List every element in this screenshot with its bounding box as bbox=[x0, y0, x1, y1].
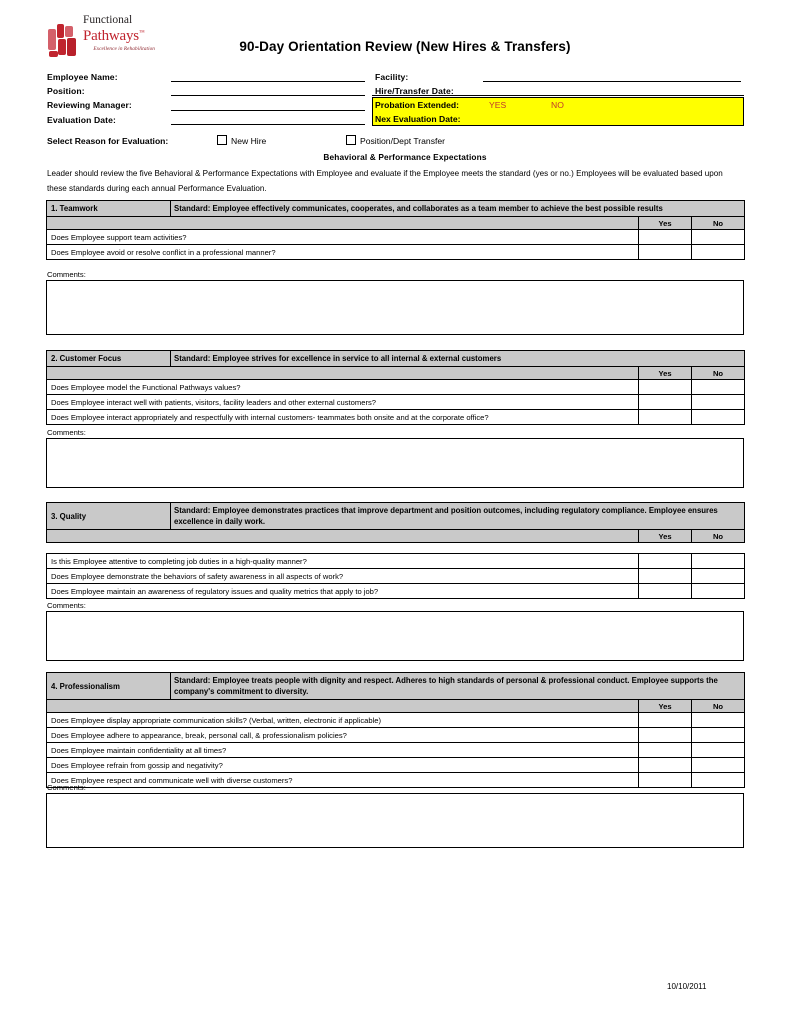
answer-no-cell[interactable] bbox=[692, 245, 745, 260]
comments-label-customer-focus: Comments: bbox=[47, 428, 86, 437]
section-professionalism bbox=[46, 672, 744, 788]
table-row bbox=[47, 367, 745, 380]
answer-yes-cell[interactable] bbox=[639, 584, 692, 599]
comments-box-customer-focus[interactable] bbox=[46, 438, 744, 488]
logo-line-pathways: Pathways™ bbox=[83, 28, 145, 44]
blank-header-cell bbox=[47, 367, 639, 380]
blank-header-cell bbox=[47, 530, 639, 543]
question-text: Does Employee adhere to appearance, break, personal call, & professionalism policies? bbox=[47, 728, 639, 743]
section-name: 4. Professionalism bbox=[47, 673, 171, 700]
question-text: Does Employee maintain confidentiality at all times? bbox=[47, 743, 639, 758]
logo-tagline: Excellence in Rehabilitation bbox=[93, 46, 155, 52]
section-standard: Standard: Employee effectively communicates, cooperates, and collaborates as a team member to achieve the best possible results bbox=[171, 201, 745, 217]
question-text: Does Employee interact appropriately and respectfully with internal customers- teammates both onsite and at the corporate office? bbox=[47, 410, 639, 425]
table-row bbox=[47, 713, 745, 728]
column-header-yes: Yes bbox=[639, 700, 692, 713]
column-header-no: No bbox=[692, 530, 745, 543]
section-teamwork bbox=[46, 200, 744, 260]
table-row bbox=[47, 503, 745, 530]
hire-transfer-date-field[interactable] bbox=[372, 95, 744, 96]
facility-field[interactable] bbox=[483, 81, 741, 82]
answer-no-cell[interactable] bbox=[692, 230, 745, 245]
question-text: Does Employee maintain an awareness of regulatory issues and quality metrics that apply to job? bbox=[47, 584, 639, 599]
comments-box-teamwork[interactable] bbox=[46, 280, 744, 335]
probation-no-option[interactable]: NO bbox=[551, 100, 564, 110]
table-row bbox=[47, 530, 745, 543]
instructions-paragraph: Leader should review the five Behavioral & Performance Expectations with Employee and evaluate if the Employee meets the standard (yes or no.) Employees will be evaluated based upon these standards during each annual Performance Evaluation. bbox=[47, 169, 723, 193]
table-row bbox=[47, 743, 745, 758]
answer-no-cell[interactable] bbox=[692, 743, 745, 758]
answer-yes-cell[interactable] bbox=[639, 410, 692, 425]
table-row bbox=[47, 201, 745, 217]
employee-name-label: Employee Name: bbox=[47, 72, 118, 82]
table-row bbox=[47, 395, 745, 410]
answer-yes-cell[interactable] bbox=[639, 554, 692, 569]
section-quality-questions-table bbox=[46, 553, 745, 599]
section-customer-focus-table bbox=[46, 350, 745, 425]
column-header-yes: Yes bbox=[639, 367, 692, 380]
answer-no-cell[interactable] bbox=[692, 554, 745, 569]
reviewing-manager-field[interactable] bbox=[171, 110, 365, 111]
logo-trademark: ™ bbox=[138, 30, 145, 36]
question-text: Does Employee respect and communicate well with diverse customers? bbox=[47, 773, 639, 788]
section-customer-focus bbox=[46, 350, 744, 425]
facility-label: Facility: bbox=[375, 72, 409, 82]
answer-no-cell[interactable] bbox=[692, 728, 745, 743]
answer-yes-cell[interactable] bbox=[639, 713, 692, 728]
answer-no-cell[interactable] bbox=[692, 773, 745, 788]
table-row bbox=[47, 351, 745, 367]
section-name: 3. Quality bbox=[47, 503, 171, 530]
hire-transfer-date-label: Hire/Transfer Date: bbox=[375, 86, 454, 96]
table-row bbox=[47, 758, 745, 773]
answer-yes-cell[interactable] bbox=[639, 743, 692, 758]
table-row bbox=[47, 569, 745, 584]
column-header-no: No bbox=[692, 367, 745, 380]
checkbox-new-hire-label: New Hire bbox=[231, 136, 267, 146]
question-text: Does Employee refrain from gossip and negativity? bbox=[47, 758, 639, 773]
table-row bbox=[47, 773, 745, 788]
position-field[interactable] bbox=[171, 95, 365, 96]
table-row bbox=[47, 673, 745, 700]
blank-header-cell bbox=[47, 217, 639, 230]
table-row bbox=[47, 554, 745, 569]
answer-yes-cell[interactable] bbox=[639, 758, 692, 773]
answer-yes-cell[interactable] bbox=[639, 230, 692, 245]
answer-yes-cell[interactable] bbox=[639, 380, 692, 395]
select-reason-label: Select Reason for Evaluation: bbox=[47, 136, 169, 146]
section-professionalism-table bbox=[46, 672, 745, 788]
table-row bbox=[47, 230, 745, 245]
table-row bbox=[47, 217, 745, 230]
section-name: 2. Customer Focus bbox=[47, 351, 171, 367]
question-text: Does Employee display appropriate communication skills? (Verbal, written, electronic if applicable) bbox=[47, 713, 639, 728]
company-logo bbox=[47, 14, 155, 64]
evaluation-date-label: Evaluation Date: bbox=[47, 115, 116, 125]
question-text: Is this Employee attentive to completing job duties in a high-quality manner? bbox=[47, 554, 639, 569]
table-row bbox=[47, 410, 745, 425]
section-teamwork-table bbox=[46, 200, 745, 260]
position-label: Position: bbox=[47, 86, 85, 96]
question-text: Does Employee support team activities? bbox=[47, 230, 639, 245]
question-text: Does Employee interact well with patients, visitors, facility leaders and other external customers? bbox=[47, 395, 639, 410]
column-header-yes: Yes bbox=[639, 217, 692, 230]
section-standard: Standard: Employee demonstrates practices that improve department and position outcomes, including regulatory compliance. Employee ensures excellence in daily work. bbox=[171, 503, 745, 530]
answer-yes-cell[interactable] bbox=[639, 245, 692, 260]
answer-yes-cell[interactable] bbox=[639, 395, 692, 410]
column-header-yes: Yes bbox=[639, 530, 692, 543]
table-row bbox=[47, 728, 745, 743]
comments-label-quality: Comments: bbox=[47, 601, 86, 610]
section-standard: Standard: Employee strives for excellence in service to all internal & external customers bbox=[171, 351, 745, 367]
logo-mark-icon bbox=[47, 22, 81, 58]
answer-no-cell[interactable] bbox=[692, 380, 745, 395]
answer-no-cell[interactable] bbox=[692, 758, 745, 773]
probation-yes-option[interactable]: YES bbox=[489, 100, 507, 110]
section-name: 1. Teamwork bbox=[47, 201, 171, 217]
column-header-no: No bbox=[692, 217, 745, 230]
answer-no-cell[interactable] bbox=[692, 584, 745, 599]
question-text: Does Employee model the Functional Pathways values? bbox=[47, 380, 639, 395]
table-row bbox=[47, 700, 745, 713]
logo-wordmark bbox=[83, 14, 155, 53]
next-evaluation-date-label: Nex Evaluation Date: bbox=[375, 114, 461, 124]
question-text: Does Employee avoid or resolve conflict in a professional manner? bbox=[47, 245, 639, 260]
checkbox-position-dept-transfer-label: Position/Dept Transfer bbox=[360, 136, 446, 146]
table-row bbox=[47, 584, 745, 599]
logo-line-functional: Functional bbox=[83, 14, 133, 26]
section-standard: Standard: Employee treats people with dignity and respect. Adheres to high standards of personal & professional conduct. Employee supports the company's commitment to diversity. bbox=[171, 673, 745, 700]
comments-label-teamwork: Comments: bbox=[47, 270, 86, 279]
employee-name-field[interactable] bbox=[171, 81, 365, 82]
evaluation-date-field[interactable] bbox=[171, 124, 365, 125]
footer-date: 10/10/2011 bbox=[667, 982, 707, 991]
comments-label-professionalism: Comments: bbox=[47, 783, 86, 792]
answer-yes-cell[interactable] bbox=[639, 569, 692, 584]
answer-yes-cell[interactable] bbox=[639, 773, 692, 788]
comments-box-quality[interactable] bbox=[46, 611, 744, 661]
answer-no-cell[interactable] bbox=[692, 410, 745, 425]
section-quality-questions bbox=[46, 553, 744, 599]
checkbox-new-hire[interactable] bbox=[217, 135, 227, 145]
answer-yes-cell[interactable] bbox=[639, 728, 692, 743]
answer-no-cell[interactable] bbox=[692, 713, 745, 728]
checkbox-position-dept-transfer[interactable] bbox=[346, 135, 356, 145]
page-title: 90-Day Orientation Review (New Hires & Transfers) bbox=[239, 39, 571, 54]
table-row bbox=[47, 245, 745, 260]
answer-no-cell[interactable] bbox=[692, 569, 745, 584]
section-quality-header-table bbox=[46, 502, 745, 543]
question-text: Does Employee demonstrate the behaviors of safety awareness in all aspects of work? bbox=[47, 569, 639, 584]
comments-box-professionalism[interactable] bbox=[46, 793, 744, 848]
probation-extended-label: Probation Extended: bbox=[375, 100, 460, 110]
answer-no-cell[interactable] bbox=[692, 395, 745, 410]
blank-header-cell bbox=[47, 700, 639, 713]
table-row bbox=[47, 380, 745, 395]
section-subheading: Behavioral & Performance Expectations bbox=[323, 152, 487, 162]
section-quality-header bbox=[46, 502, 744, 543]
column-header-no: No bbox=[692, 700, 745, 713]
reviewing-manager-label: Reviewing Manager: bbox=[47, 100, 132, 110]
